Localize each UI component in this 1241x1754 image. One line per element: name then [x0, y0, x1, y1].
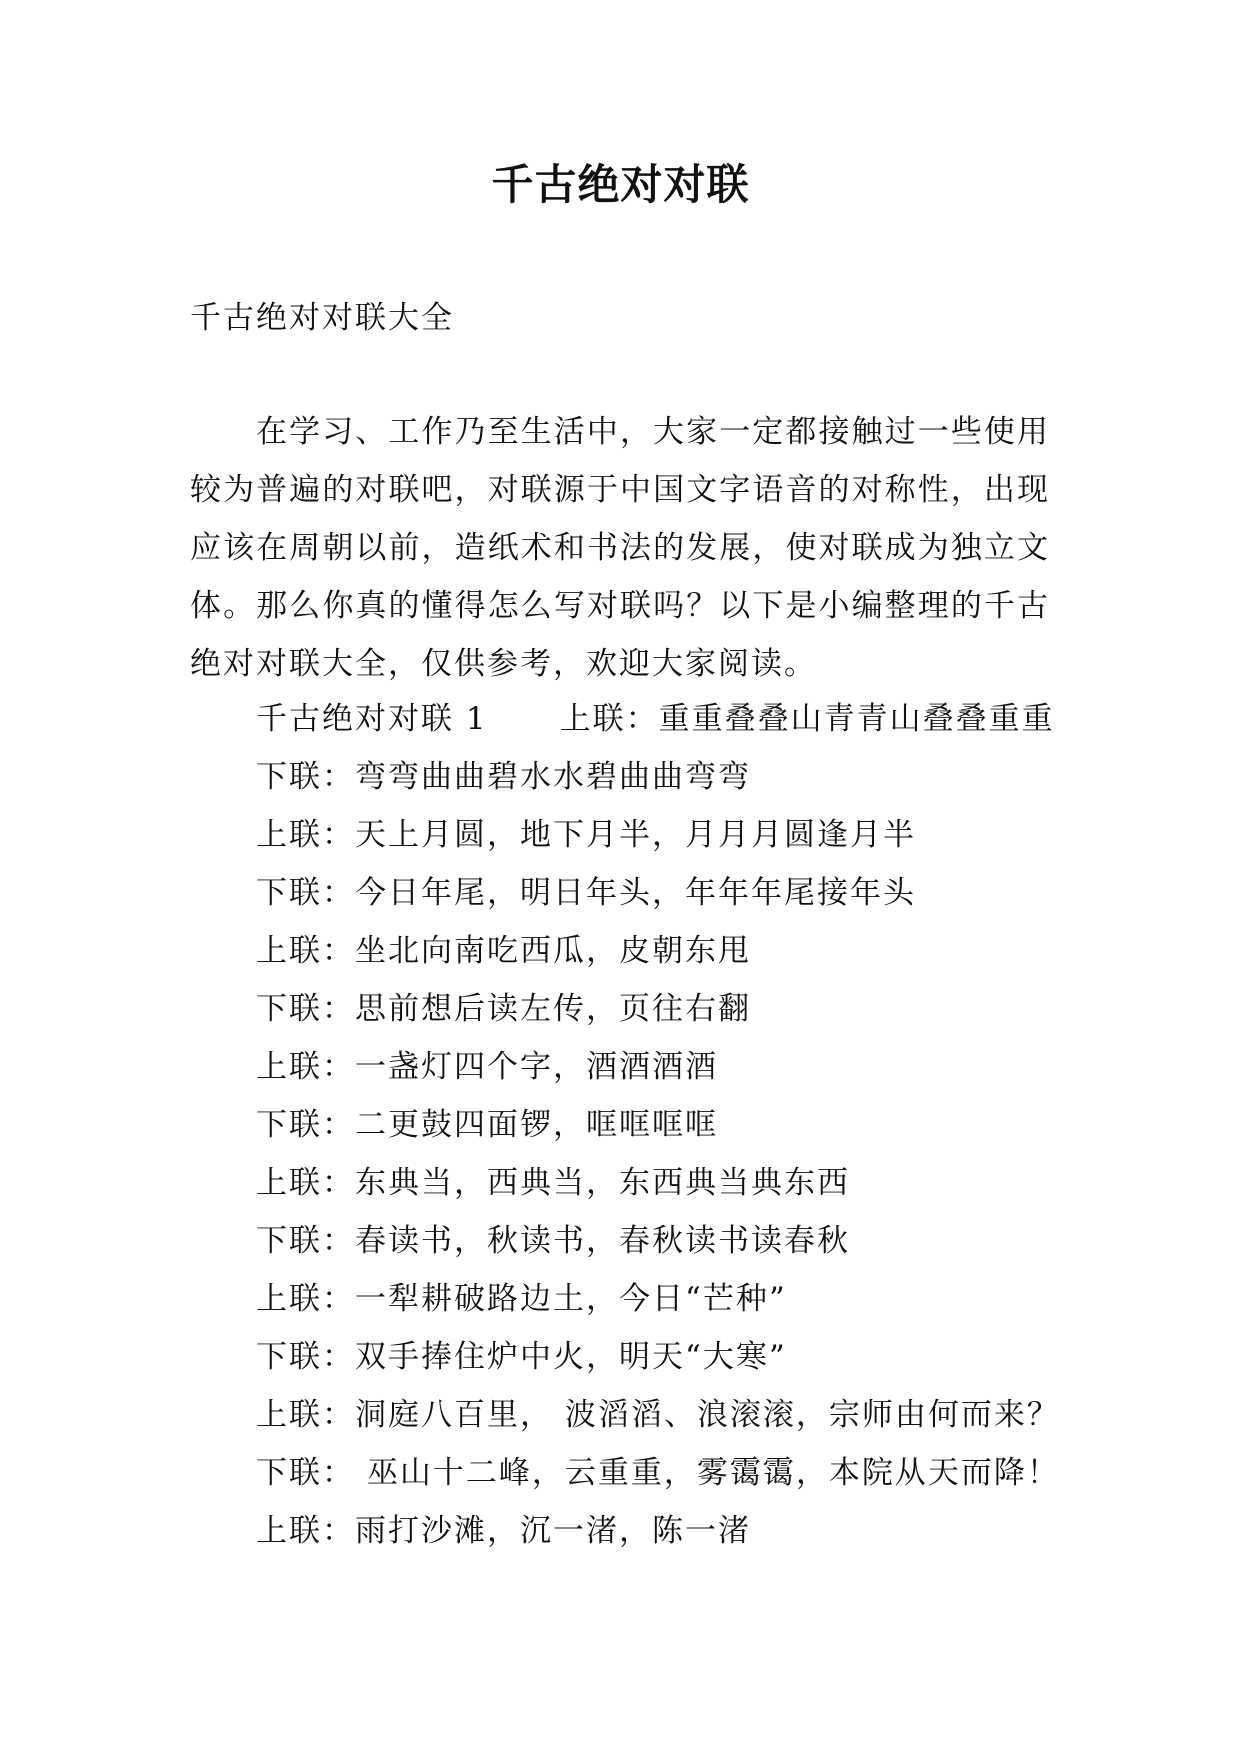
couplet-line: 上联：洞庭八百里， 波滔滔、浪滚滚，宗师由何而来？: [256, 1397, 1060, 1433]
couplet-line: 下联：思前想后读左传，页往右翻: [256, 991, 751, 1027]
couplet-line-text: 上联：重重叠叠山青青山叠叠重重: [559, 701, 1055, 737]
couplet-line: 上联：天上月圆，地下月半，月月月圆逢月半: [256, 817, 916, 853]
couplet-line: 上联：东典当，西典当，东西典当典东西: [256, 1165, 850, 1201]
document-title: 千古绝对对联: [491, 160, 750, 209]
couplet-line: 上联：雨打沙滩，沉一渚，陈一渚: [256, 1513, 751, 1549]
couplet-line: 上联：一盏灯四个字，酒酒酒酒: [256, 1049, 718, 1085]
couplet-line: 下联：二更鼓四面锣，哐哐哐哐: [256, 1107, 718, 1143]
intro-paragraph: 在学习、工作乃至生活中，大家一定都接触过一些使用较为普遍的对联吧，对联源于中国文字语音的对称性，出现应该在周朝以前，造纸术和书法的发展，使对联成为独立文体。那么你真的懂得怎么写对联吗？以下是小编整理的千古绝对对联大全，仅供参考，欢迎大家阅读。: [190, 414, 1050, 682]
couplet-line: [256, 690, 1216, 748]
intro-paragraph-block: [190, 403, 1050, 693]
couplet-line: 上联：一犁耕破路边土，今日“芒种”: [256, 1281, 787, 1317]
couplet-line: 下联：弯弯曲曲碧水水碧曲曲弯弯: [256, 759, 751, 795]
section-heading: 千古绝对对联 1: [256, 701, 488, 737]
couplet-line: 下联：双手捧住炉中火，明天“大寒”: [256, 1339, 787, 1375]
couplet-list: [256, 690, 1216, 1560]
couplet-line: 上联：坐北向南吃西瓜，皮朝东甩: [256, 933, 751, 969]
couplet-line: 下联：今日年尾，明日年头，年年年尾接年头: [256, 875, 916, 911]
document-subtitle: 千古绝对对联大全: [190, 300, 454, 336]
couplet-line: 下联：春读书，秋读书，春秋读书读春秋: [256, 1223, 850, 1259]
couplet-line: 下联： 巫山十二峰，云重重，雾霭霭，本院从天而降！: [256, 1455, 1060, 1491]
